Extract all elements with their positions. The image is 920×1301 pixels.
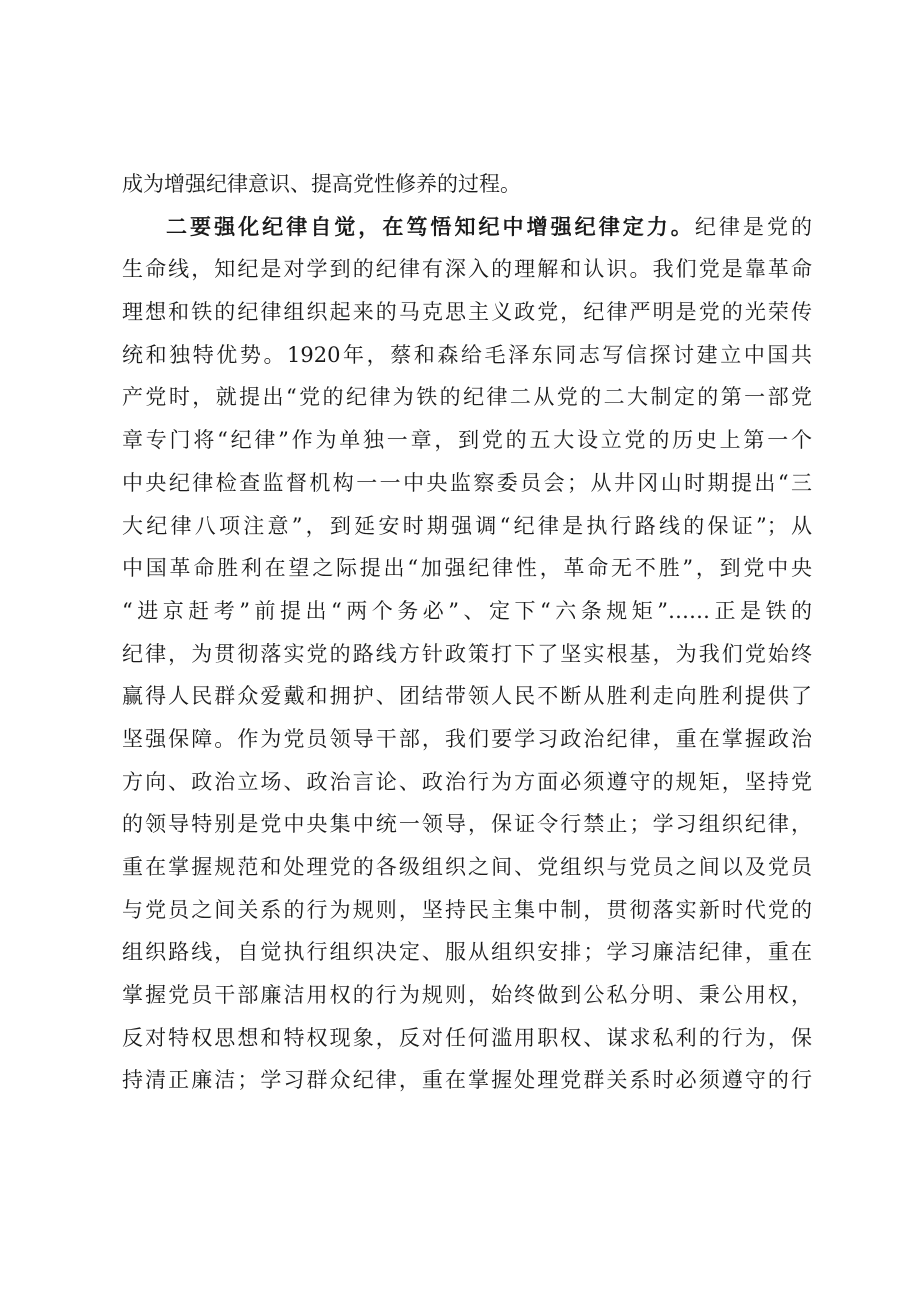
text-line: 组织路线，自觉执行组织决定、服从组织安排；学习廉洁纪律，重在 — [122, 940, 812, 965]
text-line: 坚强保障。作为党员领导干部，我们要学习政治纪律，重在掌握政治 — [122, 726, 812, 751]
lead-text: 纪律是党的 — [694, 214, 812, 239]
text-line: 生命线，知纪是对学到的纪律有深入的理解和认识。我们党是靠革命 — [122, 257, 812, 282]
paragraph-2 — [122, 206, 812, 1102]
text-line: 中国革命胜利在望之际提出“加强纪律性，革命无不胜”，到党中央 — [122, 556, 812, 581]
text-line: 赢得人民群众爱戴和拥护、团结带领人民不断从胜利走向胜利提供了 — [122, 684, 812, 709]
text-line: 掌握党员干部廉洁用权的行为规则，始终做到公私分明、秉公用权， — [122, 983, 812, 1008]
text-line: 反对特权思想和特权现象，反对任何滥用职权、谋求私利的行为，保 — [122, 1025, 812, 1050]
document-body — [122, 163, 812, 1102]
text-line: 中央纪律检查监督机构一一中央监察委员会；从井冈山时期提出“三 — [122, 470, 812, 495]
text-line: 持清正廉洁；学习群众纪律，重在掌握处理党群关系时必须遵守的行 — [122, 1068, 812, 1093]
text-line: 产党时，就提出“党的纪律为铁的纪律二从党的二大制定的第一部党 — [122, 385, 812, 410]
text-line: 统和独特优势。1920年，蔡和森给毛泽东同志写信探讨建立中国共 — [122, 342, 812, 367]
text-line: “进京赶考”前提出“两个务必”、定下“六条规矩”……正是铁的 — [122, 598, 812, 623]
text-line: 章专门将“纪律”作为单独一章，到党的五大设立党的历史上第一个 — [122, 428, 812, 453]
text-line: 的领导特别是党中央集中统一领导，保证令行禁止；学习组织纪律， — [122, 812, 812, 837]
text-line: 纪律，为贯彻落实党的路线方针政策打下了坚实根基，为我们党始终 — [122, 641, 812, 666]
paragraph-1 — [122, 163, 812, 206]
text-line: 重在掌握规范和处理党的各级组织之间、党组织与党员之间以及党员 — [122, 855, 812, 879]
text-line: 方向、政治立场、政治言论、政治行为方面必须遵守的规矩，坚持党 — [122, 769, 812, 794]
text-line: 与党员之间关系的行为规则，坚持民主集中制，贯彻落实新时代党的 — [122, 897, 812, 922]
text-line: 大纪律八项注意”，到延安时期强调“纪律是执行路线的保证”；从 — [122, 513, 812, 538]
bold-heading-text: 二要强化纪律自觉，在笃悟知纪中增强纪律定力。 — [166, 213, 695, 239]
text-line: 成为增强纪律意识、提高党性修养的过程。 — [122, 172, 521, 196]
paragraph-lead-line — [122, 206, 812, 249]
text-line: 理想和铁的纪律组织起来的马克思主义政党，纪律严明是党的光荣传 — [122, 300, 812, 325]
